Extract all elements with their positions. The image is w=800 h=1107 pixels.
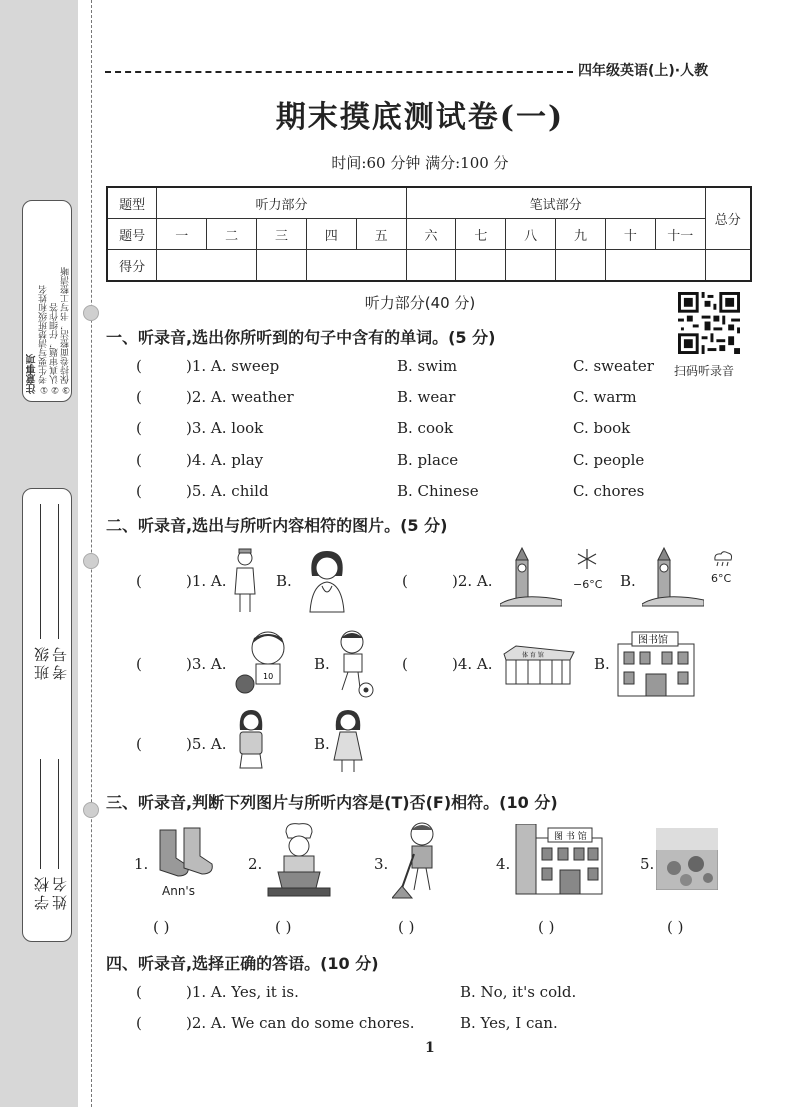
- option-c[interactable]: C. chores: [573, 482, 645, 500]
- option-b[interactable]: B. swim: [397, 357, 458, 375]
- answer-paren: (: [136, 482, 142, 500]
- garden-flowers-picture-icon[interactable]: [656, 828, 718, 890]
- option-a[interactable]: )2. A. weather: [186, 388, 294, 406]
- table-cell: 十一: [655, 219, 705, 250]
- cooking-boy-picture-icon[interactable]: [264, 822, 334, 898]
- score-input-cell[interactable]: [605, 250, 705, 282]
- option-a[interactable]: )5. A. child: [186, 482, 269, 500]
- question-label: )5. A.: [186, 735, 227, 753]
- table-cell: 七: [456, 219, 506, 250]
- notice-line: ①考生要写清楚班级和姓名: [39, 285, 49, 394]
- option-b[interactable]: B. Chinese: [397, 482, 479, 500]
- notice-title: 注意事项: [27, 354, 38, 394]
- option-b-label: B.: [276, 572, 292, 590]
- nurse-picture-icon[interactable]: [230, 548, 260, 616]
- score-input-cell[interactable]: [406, 250, 456, 282]
- answer-paren: (: [136, 735, 142, 753]
- qr-code-icon[interactable]: [678, 292, 740, 354]
- score-input-cell[interactable]: [506, 250, 556, 282]
- score-input-cell[interactable]: [157, 250, 257, 282]
- table-cell: 总分: [705, 187, 751, 250]
- shirt-number: 10: [263, 672, 274, 681]
- table-cell: 题号: [107, 219, 157, 250]
- grade-subject-tag: 四年级英语(上)·人教: [578, 63, 709, 79]
- class-label: 班级: [33, 644, 51, 680]
- option-c[interactable]: C. warm: [573, 388, 637, 406]
- school-label: 学校: [33, 874, 51, 910]
- snowflake-icon: [576, 548, 598, 570]
- section-4-title: 四、听录音,选择正确的答语。(10 分): [106, 954, 379, 973]
- table-cell: 四: [306, 219, 356, 250]
- boy-soccer-picture-icon[interactable]: [330, 628, 376, 698]
- option-a[interactable]: )1. A. Yes, it is.: [186, 983, 299, 1001]
- page-number: 1: [425, 1040, 435, 1056]
- answer-paren: (: [402, 572, 408, 590]
- table-cell: 五: [356, 219, 406, 250]
- answer-paren[interactable]: ( ): [667, 918, 684, 936]
- table-cell: 听力部分: [157, 187, 406, 219]
- option-c[interactable]: C. people: [573, 451, 645, 469]
- table-cell: 得分: [107, 250, 157, 282]
- library-building-picture-icon[interactable]: [616, 630, 696, 698]
- table-cell: 九: [556, 219, 606, 250]
- socks-picture-icon[interactable]: [150, 826, 216, 884]
- picture-number: 1.: [134, 855, 149, 873]
- option-b[interactable]: B. place: [397, 451, 459, 469]
- girl-dress-picture-icon[interactable]: [330, 708, 366, 774]
- gym-sign: 体 育 馆: [522, 652, 544, 659]
- picture-caption: Ann's: [162, 884, 195, 898]
- girl-sweater-picture-icon[interactable]: [234, 708, 268, 774]
- option-a[interactable]: )4. A. play: [186, 451, 264, 469]
- score-table: [106, 186, 752, 282]
- table-cell: 三: [257, 219, 307, 250]
- answer-paren[interactable]: ( ): [538, 918, 555, 936]
- sweeping-boy-picture-icon[interactable]: [392, 820, 442, 900]
- question-label: )1. A.: [186, 572, 227, 590]
- table-cell: 十: [605, 219, 655, 250]
- answer-paren: (: [136, 357, 142, 375]
- rain-cloud-icon: [712, 550, 734, 568]
- notice-line: ③保持卷面整洁，书写工整清晰: [61, 267, 71, 394]
- student-info-box: [22, 488, 72, 942]
- picture-number: 4.: [496, 855, 511, 873]
- option-b[interactable]: B. cook: [397, 419, 454, 437]
- listening-section-title: 听力部分(40 分): [364, 294, 476, 312]
- score-input-cell[interactable]: [306, 250, 406, 282]
- exam-number-label: 考号: [51, 644, 69, 680]
- page-title: 期末摸底测试卷(一): [275, 100, 565, 135]
- option-b[interactable]: B. No, it's cold.: [460, 983, 577, 1001]
- picture-number: 2.: [248, 855, 263, 873]
- score-input-cell[interactable]: [456, 250, 506, 282]
- question-label: )3. A.: [186, 655, 227, 673]
- table-cell: 题型: [107, 187, 157, 219]
- table-cell: 八: [506, 219, 556, 250]
- table-cell: 二: [207, 219, 257, 250]
- option-b-label: B.: [314, 655, 330, 673]
- answer-paren: (: [136, 419, 142, 437]
- option-c[interactable]: C. sweater: [573, 357, 654, 375]
- answer-paren: (: [136, 1014, 142, 1032]
- option-b[interactable]: B. wear: [397, 388, 456, 406]
- answer-paren[interactable]: ( ): [398, 918, 415, 936]
- option-b-label: B.: [314, 735, 330, 753]
- boy-basketball-picture-icon[interactable]: [234, 630, 296, 696]
- answer-paren: (: [402, 655, 408, 673]
- exam-number-field[interactable]: [58, 504, 59, 639]
- option-b-label: B.: [620, 572, 636, 590]
- option-c[interactable]: C. book: [573, 419, 631, 437]
- temperature-label: 6°C: [711, 572, 732, 585]
- table-cell: 一: [157, 219, 207, 250]
- library-sign: 图 书 馆: [554, 832, 587, 842]
- option-a[interactable]: )3. A. look: [186, 419, 264, 437]
- section-3-title: 三、听录音,判断下列图片与所听内容是(T)否(F)相符。(10 分): [106, 793, 558, 812]
- doctor-girl-picture-icon[interactable]: [300, 546, 354, 614]
- option-a[interactable]: )1. A. sweep: [186, 357, 280, 375]
- library-building-picture-icon[interactable]: [514, 824, 604, 896]
- school-field[interactable]: [40, 759, 41, 869]
- answer-paren[interactable]: ( ): [153, 918, 170, 936]
- name-label: 姓名: [51, 874, 69, 910]
- picture-number: 3.: [374, 855, 389, 873]
- section-2-title: 二、听录音,选出与所听内容相符的图片。(5 分): [106, 516, 448, 535]
- answer-paren[interactable]: ( ): [275, 918, 292, 936]
- big-ben-picture-icon[interactable]: [642, 546, 704, 610]
- answer-paren: (: [136, 451, 142, 469]
- question-label: )2. A.: [452, 572, 493, 590]
- qr-label: 扫码听录音: [674, 364, 735, 378]
- table-cell: 六: [406, 219, 456, 250]
- option-a[interactable]: )2. A. We can do some chores.: [186, 1014, 415, 1032]
- score-input-cell[interactable]: [257, 250, 307, 282]
- gym-building-picture-icon[interactable]: [500, 644, 576, 686]
- header-dashed-line: [105, 71, 573, 73]
- picture-number: 5.: [640, 855, 655, 873]
- name-field[interactable]: [58, 759, 59, 869]
- option-b-label: B.: [594, 655, 610, 673]
- answer-paren: (: [136, 655, 142, 673]
- option-b[interactable]: B. Yes, I can.: [460, 1014, 558, 1032]
- class-field[interactable]: [40, 504, 41, 639]
- answer-paren: (: [136, 572, 142, 590]
- notice-line: ②认真审题，仔细作答: [50, 303, 60, 394]
- section-1-title: 一、听录音,选出你所听到的句子中含有的单词。(5 分): [106, 328, 496, 347]
- score-input-cell[interactable]: [705, 250, 751, 282]
- answer-paren: (: [136, 388, 142, 406]
- big-ben-picture-icon[interactable]: [500, 546, 562, 610]
- score-input-cell[interactable]: [556, 250, 606, 282]
- answer-paren: (: [136, 983, 142, 1001]
- question-label: )4. A.: [452, 655, 493, 673]
- table-cell: 笔试部分: [406, 187, 705, 219]
- library-sign: 图书馆: [638, 635, 668, 646]
- binding-hole: [83, 802, 99, 818]
- binding-hole: [83, 553, 99, 569]
- temperature-label: −6°C: [573, 578, 603, 591]
- exam-time-score: 时间:60 分钟 满分:100 分: [331, 154, 509, 172]
